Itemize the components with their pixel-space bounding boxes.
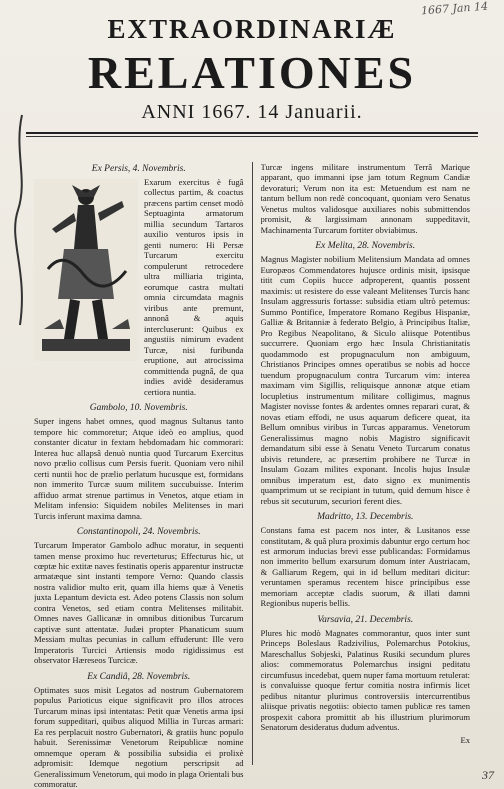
masthead-title: RELATIONES — [87, 47, 417, 98]
article-dateline: Ex Melita, 28. Novembris. — [315, 241, 416, 252]
margin-handwriting-mark — [10, 110, 34, 330]
column-divider — [252, 162, 253, 765]
masthead-date: ANNI 1667. 14 Januarii. — [141, 101, 363, 124]
article-text: Turcarum Imperator Gambolo adhuc moratur, in sequenti tamen mense proximo huc reverteturus; Effecturus hic, ut cœptæ hic extitæ naves festinatis operis apparentur instructæ armatæque sint instanti tempore Verno: Quando classis nostra validior multo erit, quam illa hiems quæ à Venetis juxta Lepantum devicta est. Adeo potens Classis non solum contra Venetos, sed etiam contra Melitenses militabit. Omnes naves Gallicanæ in omnibus ditionibus Turcarum captivæ sunt attentatæ. Judæi propter Phanaticum suum Messiam multas pecunias in callum effuderunt: Ille vero Imperatoris Turcici Artiensis modo rigidissimus est observator Hæreseos Turcicæ. — [34, 540, 244, 666]
masthead-rule-thin — [26, 136, 478, 137]
masthead-rule — [26, 132, 478, 134]
article-persis — [34, 164, 244, 397]
article-text: Exarum exercitus è fugâ collectus partim, & coactus præcens partim censet modò Septuaginta armatorum millia secundum Tartaros auxilio venturos ipsis in genti numero: Hi Persæ Turcarum exercitu compulerunt retrocedere ultra milliaria triginta, eorumque castra multati omnia circumdata magnis viribus ante premunt, annonâ & aquis intercluserunt: Quibus ex angustiis nimirum evadent Turcæ, nisi furibunda eruptione, aut atrocissima committenda pugnâ, de qua indies avidè desideramus certiora nuntia. — [144, 177, 244, 397]
article-dateline: Ex Persis, 4. Novembris. — [91, 164, 186, 174]
article-text: Optimates suos misit Legatos ad nostrum Gubernatorem populus Parioticus eique significavit pro illos atroces Turcarum minas ipsi intentatas: Petit quæ Venetis arma ipsi forum suppeditari, quibus aliquod Millia in Turcas armari: Ea res perplacuit nostro Gubernatori, & gratiis hunc populo habuit. Serenissimæ Venetorum Reipublicæ nomine omnemque operam & possibilia subsidia ei prolixè adpromisit: Idemque negotium perscripsit ad Generalissimum Venetorum, qui modo in plaga Orientali bus commoratur. — [34, 684, 244, 789]
article-dateline: Ex Candiâ, 28. Novembris. — [87, 671, 191, 682]
article-columns — [34, 162, 470, 789]
article-text: Turcæ ingens militare instrumentum Terrâ Marique apparant, quo immanni ipse jam totum Regnum Candiæ devoraturi; Verum non ita est: Metuendum est nam ne tantum bellum non redè concoquant, quoniam vero Senatus Venetus multos validosque auxiliares nobis submittendos promisit, & largissimam annonam suppeditavit, Machinamenta Turcarum fortiter obviabimus. — [260, 162, 470, 235]
article-madritto — [261, 512, 471, 609]
article-dateline: Gambolo, 10. Novembris. — [89, 403, 188, 414]
article-continued — [261, 162, 471, 235]
masthead — [0, 0, 504, 124]
article-text: Plures hic modò Magnates commorantur, quos inter sunt Princeps Boleslaus Radzivilius, Polemarchus Potokius, Mareschallus Sobjeski, Palatinus Rusiki secundum plures alios: commemoratus Polemarchus insigni peditatu circumfusus incedebat, quem nuper fama mortuum retulerat: is convaluisse quoque fertur comitia nostra infirmis licet pedibus nitantur plurimus controversiis intercurrentibus aliisque privatis negotiis: obiecto tamen publicæ res tamen prospexit cabora promittit ab his illustrium plurimorum Senatorum desideratus dudum adventus. — [260, 627, 470, 733]
article-dateline: Varsavia, 21. Decembris. — [317, 614, 414, 625]
article-dateline: Madritto, 13. Decembris. — [317, 512, 414, 523]
page-number: 37 — [482, 768, 494, 782]
article-text: Constans fama est pacem nos inter, & Lusitanos esse constitutam, & quâ plura proximis dabuntur ergo certum hoc est armorum inducias brevi esse publicandas: Formidamus non immerito bellum exarsurum domum inter Austriacam, & Galliarum Regem, qui in id bellum meditari dicitur: veruntamen speramus recentem hisce principibus esse memoriam acceptæ cladis suorum, & illati damni Regionibus nuperis bellis. — [260, 525, 470, 609]
masthead-line1: EXTRAORDINARIÆ — [107, 14, 397, 44]
article-varsavia — [261, 615, 471, 745]
article-constantinopoli — [34, 527, 244, 666]
article-candia — [34, 672, 244, 789]
article-melita — [261, 241, 471, 506]
handwritten-corner-note: 1667 Jan 14 — [420, 0, 489, 18]
article-text: Super ingens habet omnes, quod magnus Sultanus tanto tempore hic commoretur; Atque ideò eo amplius, quod constanter dicatur in fextam hebdomadam hic commorari: Interea huc allapsâ denuò nuntia quod Turcarum Exercitus novo prælio collisus cum Persis fuerit. Quoniam vero nihil certi nuntii hoc de prælio perlatum hucusque est, formidans non immerito Turcæ suum militem succubuisse. Interim affiduo armat strenue partimus in Venetos, atque etiam in Melitam infensio: Siquidem nobiles Melitenses in mari Turcis inferunt maxima damna. — [34, 416, 244, 521]
left-column — [34, 162, 244, 789]
article-dateline: Constantinopoli, 24. Novembris. — [76, 527, 201, 538]
right-column — [261, 162, 471, 765]
catchword: Ex — [460, 734, 470, 745]
article-text: Magnus Magister nobilium Melitensium Mandata ad omnes Europæos Commendatores hujusce ordinis misit, ipsisque titit cum Copiis hucce adproperent, quantis possent maximis: ut resistere do esse valeant Melitenses Turcis hanc Insulam aggressuris fortasse: subsidia etiam ultrò petemus: Summo Pontifice, Imperatore Romano Regibus Hispaniæ, Galliæ & Britanniæ à federato Belgio, à Principibus Italiæ, Pro Regibus Neapolitano, & Siculo aliisque Potentibus succurrere. Quoniam ergo hæc Insula Christianitatis quodammodo est propugnaculum non ambiguum, Christianos Principes omnes operatibus se nobis ad hocce tuendum propugnaculum contra Turcarum vim: interea maximam vim Sigillis, reliquisque annonæ atque etiam locupletius instrumentum militare colligimus, magnus Magister novisse fontes & ardentes omnes reparari curat, & novas etiam effodi, ne usus aquarum deficere queat, ita Bellum omnibus viribus in Turcas apparamus. Venetorum Generalissimus magno nobis Magistro significavit demandatum sibi esse à Senatu Veneto Turcarum conatus ubivis retundere, ac præsertim prohibere ne Turcæ in Insulam Gozam milites exponant. Incolis hujus Insulæ omnibus imperatum est, dato signo ex munimentis quamprimum ut se recipiant in tutum, quid demum hisce è rebus sit secuturum, securiori ferent dies. — [260, 254, 470, 506]
woodcut-illustration-icon — [34, 179, 138, 361]
article-gambolo — [34, 403, 244, 521]
